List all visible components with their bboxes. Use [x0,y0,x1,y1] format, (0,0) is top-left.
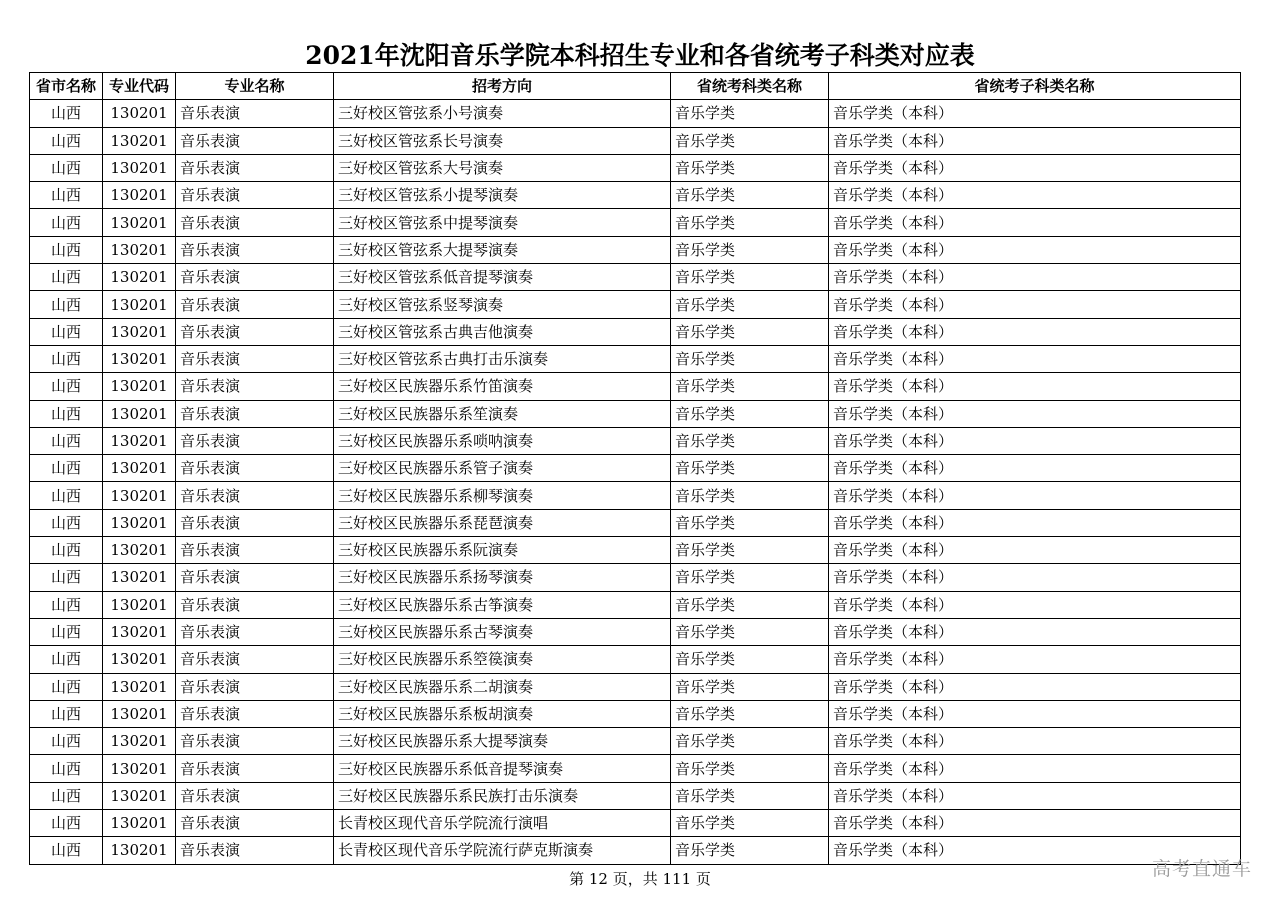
table-row [30,427,1241,454]
cell-major-name: 音乐表演 [176,455,334,482]
table-row [30,182,1241,209]
cell-subcategory: 音乐学类（本科） [829,291,1241,318]
cell-direction: 三好校区管弦系长号演奏 [334,127,671,154]
cell-province: 山西 [30,400,103,427]
cell-province: 山西 [30,236,103,263]
cell-major-code: 130201 [103,154,176,181]
table-row [30,127,1241,154]
cell-major-name: 音乐表演 [176,209,334,236]
cell-subcategory: 音乐学类（本科） [829,209,1241,236]
cell-major-code: 130201 [103,455,176,482]
cell-major-name: 音乐表演 [176,700,334,727]
cell-major-code: 130201 [103,400,176,427]
document-title: 2021年沈阳音乐学院本科招生专业和各省统考子科类对应表 [305,41,975,70]
cell-direction: 三好校区民族器乐系柳琴演奏 [334,482,671,509]
cell-major-code: 130201 [103,618,176,645]
cell-subcategory: 音乐学类（本科） [829,100,1241,127]
cell-province: 山西 [30,373,103,400]
table-row [30,236,1241,263]
table-row [30,591,1241,618]
cell-province: 山西 [30,345,103,372]
cell-province: 山西 [30,782,103,809]
cell-direction: 三好校区民族器乐系唢呐演奏 [334,427,671,454]
cell-category: 音乐学类 [671,537,829,564]
cell-direction: 三好校区民族器乐系箜篌演奏 [334,646,671,673]
cell-major-code: 130201 [103,782,176,809]
cell-major-name: 音乐表演 [176,837,334,864]
cell-major-name: 音乐表演 [176,755,334,782]
cell-category: 音乐学类 [671,127,829,154]
cell-major-name: 音乐表演 [176,782,334,809]
cell-major-code: 130201 [103,427,176,454]
cell-major-code: 130201 [103,318,176,345]
cell-subcategory: 音乐学类（本科） [829,455,1241,482]
cell-subcategory: 音乐学类（本科） [829,182,1241,209]
cell-category: 音乐学类 [671,782,829,809]
cell-major-code: 130201 [103,291,176,318]
cell-subcategory: 音乐学类（本科） [829,700,1241,727]
header-province: 省市名称 [30,73,103,100]
cell-subcategory: 音乐学类（本科） [829,345,1241,372]
cell-subcategory: 音乐学类（本科） [829,400,1241,427]
cell-major-name: 音乐表演 [176,427,334,454]
cell-direction: 三好校区民族器乐系竹笛演奏 [334,373,671,400]
cell-major-code: 130201 [103,537,176,564]
cell-category: 音乐学类 [671,318,829,345]
cell-direction: 三好校区管弦系中提琴演奏 [334,209,671,236]
cell-category: 音乐学类 [671,482,829,509]
cell-category: 音乐学类 [671,291,829,318]
cell-major-code: 130201 [103,673,176,700]
cell-major-name: 音乐表演 [176,100,334,127]
cell-subcategory: 音乐学类（本科） [829,373,1241,400]
cell-subcategory: 音乐学类（本科） [829,728,1241,755]
cell-major-name: 音乐表演 [176,810,334,837]
cell-province: 山西 [30,482,103,509]
cell-province: 山西 [30,591,103,618]
cell-direction: 长青校区现代音乐学院流行萨克斯演奏 [334,837,671,864]
cell-category: 音乐学类 [671,100,829,127]
cell-major-name: 音乐表演 [176,127,334,154]
header-major-code: 专业代码 [103,73,176,100]
cell-subcategory: 音乐学类（本科） [829,618,1241,645]
cell-major-name: 音乐表演 [176,509,334,536]
cell-direction: 三好校区民族器乐系民族打击乐演奏 [334,782,671,809]
table-row [30,700,1241,727]
cell-direction: 三好校区管弦系竖琴演奏 [334,291,671,318]
cell-subcategory: 音乐学类（本科） [829,673,1241,700]
cell-subcategory: 音乐学类（本科） [829,782,1241,809]
cell-province: 山西 [30,537,103,564]
table-row [30,782,1241,809]
cell-subcategory: 音乐学类（本科） [829,537,1241,564]
cell-subcategory: 音乐学类（本科） [829,264,1241,291]
cell-major-code: 130201 [103,236,176,263]
table-row [30,673,1241,700]
cell-category: 音乐学类 [671,728,829,755]
cell-category: 音乐学类 [671,673,829,700]
cell-direction: 三好校区管弦系小号演奏 [334,100,671,127]
table-row [30,209,1241,236]
cell-major-name: 音乐表演 [176,291,334,318]
cell-province: 山西 [30,100,103,127]
watermark-logo: 高考直通车 [1151,858,1252,880]
cell-subcategory: 音乐学类（本科） [829,810,1241,837]
cell-direction: 长青校区现代音乐学院流行演唱 [334,810,671,837]
cell-major-code: 130201 [103,564,176,591]
cell-direction: 三好校区民族器乐系扬琴演奏 [334,564,671,591]
cell-major-code: 130201 [103,646,176,673]
cell-province: 山西 [30,427,103,454]
table-row [30,646,1241,673]
cell-direction: 三好校区民族器乐系琵琶演奏 [334,509,671,536]
cell-major-name: 音乐表演 [176,373,334,400]
cell-province: 山西 [30,646,103,673]
cell-major-name: 音乐表演 [176,264,334,291]
cell-direction: 三好校区民族器乐系阮演奏 [334,537,671,564]
cell-major-name: 音乐表演 [176,154,334,181]
table-row [30,373,1241,400]
cell-major-code: 130201 [103,591,176,618]
cell-subcategory: 音乐学类（本科） [829,646,1241,673]
cell-direction: 三好校区民族器乐系古琴演奏 [334,618,671,645]
cell-province: 山西 [30,127,103,154]
cell-category: 音乐学类 [671,509,829,536]
cell-category: 音乐学类 [671,455,829,482]
cell-category: 音乐学类 [671,837,829,864]
cell-major-name: 音乐表演 [176,591,334,618]
cell-major-name: 音乐表演 [176,646,334,673]
header-category: 省统考科类名称 [671,73,829,100]
cell-major-code: 130201 [103,209,176,236]
table-row [30,728,1241,755]
cell-category: 音乐学类 [671,755,829,782]
cell-category: 音乐学类 [671,427,829,454]
table-row [30,482,1241,509]
cell-category: 音乐学类 [671,154,829,181]
cell-direction: 三好校区管弦系小提琴演奏 [334,182,671,209]
cell-direction: 三好校区民族器乐系大提琴演奏 [334,728,671,755]
cell-major-code: 130201 [103,127,176,154]
cell-subcategory: 音乐学类（本科） [829,127,1241,154]
cell-category: 音乐学类 [671,209,829,236]
cell-category: 音乐学类 [671,591,829,618]
cell-direction: 三好校区民族器乐系笙演奏 [334,400,671,427]
cell-major-code: 130201 [103,509,176,536]
table-row [30,455,1241,482]
cell-category: 音乐学类 [671,345,829,372]
header-major-name: 专业名称 [176,73,334,100]
cell-major-code: 130201 [103,373,176,400]
cell-major-code: 130201 [103,100,176,127]
table-body [30,100,1241,864]
cell-major-name: 音乐表演 [176,618,334,645]
page-number: 第 12 页，共 111 页 [569,870,711,888]
cell-subcategory: 音乐学类（本科） [829,755,1241,782]
enrollment-table [29,72,1241,865]
table-row [30,537,1241,564]
cell-major-code: 130201 [103,810,176,837]
cell-subcategory: 音乐学类（本科） [829,482,1241,509]
cell-major-name: 音乐表演 [176,236,334,263]
table-row [30,318,1241,345]
cell-major-name: 音乐表演 [176,728,334,755]
cell-province: 山西 [30,728,103,755]
cell-province: 山西 [30,618,103,645]
table-row [30,837,1241,864]
cell-subcategory: 音乐学类（本科） [829,318,1241,345]
cell-major-name: 音乐表演 [176,182,334,209]
cell-major-code: 130201 [103,345,176,372]
table-row [30,400,1241,427]
table-row [30,345,1241,372]
table-row [30,100,1241,127]
cell-province: 山西 [30,673,103,700]
cell-major-name: 音乐表演 [176,564,334,591]
cell-province: 山西 [30,318,103,345]
cell-category: 音乐学类 [671,236,829,263]
cell-category: 音乐学类 [671,700,829,727]
cell-subcategory: 音乐学类（本科） [829,591,1241,618]
cell-province: 山西 [30,509,103,536]
cell-major-code: 130201 [103,755,176,782]
header-subcategory: 省统考子科类名称 [829,73,1241,100]
cell-direction: 三好校区管弦系低音提琴演奏 [334,264,671,291]
cell-direction: 三好校区民族器乐系低音提琴演奏 [334,755,671,782]
cell-subcategory: 音乐学类（本科） [829,236,1241,263]
cell-direction: 三好校区管弦系大号演奏 [334,154,671,181]
cell-province: 山西 [30,154,103,181]
cell-direction: 三好校区管弦系古典打击乐演奏 [334,345,671,372]
cell-major-code: 130201 [103,182,176,209]
cell-major-code: 130201 [103,264,176,291]
cell-subcategory: 音乐学类（本科） [829,154,1241,181]
cell-subcategory: 音乐学类（本科） [829,837,1241,864]
cell-category: 音乐学类 [671,400,829,427]
cell-province: 山西 [30,837,103,864]
cell-major-code: 130201 [103,728,176,755]
cell-province: 山西 [30,564,103,591]
cell-major-name: 音乐表演 [176,345,334,372]
table-row [30,618,1241,645]
table-row [30,154,1241,181]
cell-direction: 三好校区民族器乐系板胡演奏 [334,700,671,727]
cell-direction: 三好校区民族器乐系管子演奏 [334,455,671,482]
cell-direction: 三好校区管弦系大提琴演奏 [334,236,671,263]
cell-subcategory: 音乐学类（本科） [829,564,1241,591]
cell-major-name: 音乐表演 [176,537,334,564]
cell-category: 音乐学类 [671,182,829,209]
cell-major-code: 130201 [103,700,176,727]
cell-major-name: 音乐表演 [176,673,334,700]
cell-category: 音乐学类 [671,564,829,591]
cell-major-name: 音乐表演 [176,400,334,427]
table-row [30,755,1241,782]
table-header-row [30,73,1241,100]
cell-category: 音乐学类 [671,373,829,400]
cell-category: 音乐学类 [671,264,829,291]
cell-province: 山西 [30,182,103,209]
table-row [30,291,1241,318]
cell-province: 山西 [30,700,103,727]
cell-category: 音乐学类 [671,646,829,673]
cell-province: 山西 [30,291,103,318]
cell-major-name: 音乐表演 [176,318,334,345]
cell-subcategory: 音乐学类（本科） [829,427,1241,454]
cell-category: 音乐学类 [671,810,829,837]
cell-category: 音乐学类 [671,618,829,645]
cell-province: 山西 [30,810,103,837]
cell-province: 山西 [30,209,103,236]
cell-subcategory: 音乐学类（本科） [829,509,1241,536]
cell-province: 山西 [30,264,103,291]
cell-direction: 三好校区民族器乐系古筝演奏 [334,591,671,618]
table-row [30,509,1241,536]
cell-direction: 三好校区管弦系古典吉他演奏 [334,318,671,345]
cell-major-code: 130201 [103,837,176,864]
cell-direction: 三好校区民族器乐系二胡演奏 [334,673,671,700]
cell-major-name: 音乐表演 [176,482,334,509]
cell-province: 山西 [30,755,103,782]
header-direction: 招考方向 [334,73,671,100]
cell-province: 山西 [30,455,103,482]
cell-major-code: 130201 [103,482,176,509]
table-row [30,264,1241,291]
table-row [30,564,1241,591]
table-row [30,810,1241,837]
